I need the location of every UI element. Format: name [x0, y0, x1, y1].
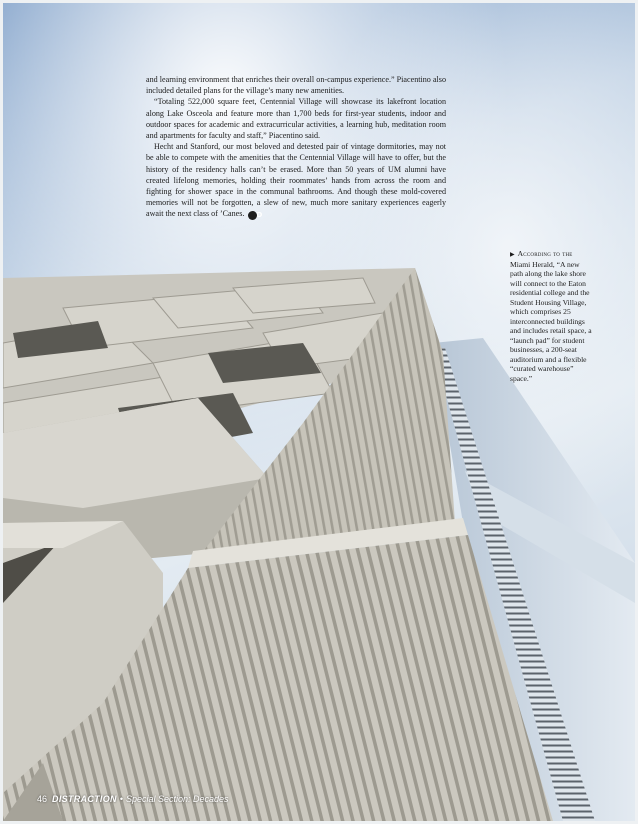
triangle-marker-icon: ▶	[510, 251, 515, 258]
magazine-name: DISTRACTION	[52, 794, 117, 804]
article-paragraph: and learning environment that enriches their overall on-campus experience.” Piacentino also included detailed plans for the village’s many new amenities.	[146, 75, 446, 96]
section-name: Special Section: Decades	[125, 794, 229, 804]
sidebar-lead: According to the	[517, 249, 573, 258]
magazine-page	[3, 3, 635, 821]
end-mark-icon: D	[248, 211, 257, 220]
article-paragraph-text: Hecht and Stanford, our most beloved and detested pair of vintage dormitories, may not be able to compete with the amenities that the Centennial Village will have to offer, but the history of the residency halls can’t be erased. More than 50 years of UM alumni have created lifelong memories, holding their roommates’ hands from across the room and fighting for shower space in the communal bathrooms. And though these mold-covered memories will not be forgotten, a slew of new, much more sanitary experiences eagerly await the next class of ’Canes.	[146, 142, 446, 219]
article-paragraph: “Totaling 522,000 square feet, Centennial Village will showcase its lakefront location along Lake Osceola and feature more than 1,700 beds for first-year students, indoor and outdoor spaces for academic and extracurricular activities, a learning hub, meditation room and apartments for faculty and staff,” Piacentino said.	[146, 97, 446, 141]
page-footer	[37, 794, 229, 804]
page-number: 46	[37, 794, 48, 804]
footer-separator: •	[119, 794, 123, 804]
sidebar-note	[510, 249, 594, 383]
sidebar-text: Miami Herald, “A new path along the lake shore will connect to the Eaton residential college and the Student Housing Village, which comprises 25 interconnected buildings and includes retail space, a “launch pad” for student businesses, a 200-seat auditorium and a flexible “curated warehouse” space.”	[510, 259, 592, 383]
article-body	[146, 74, 446, 220]
article-paragraph	[146, 141, 446, 220]
